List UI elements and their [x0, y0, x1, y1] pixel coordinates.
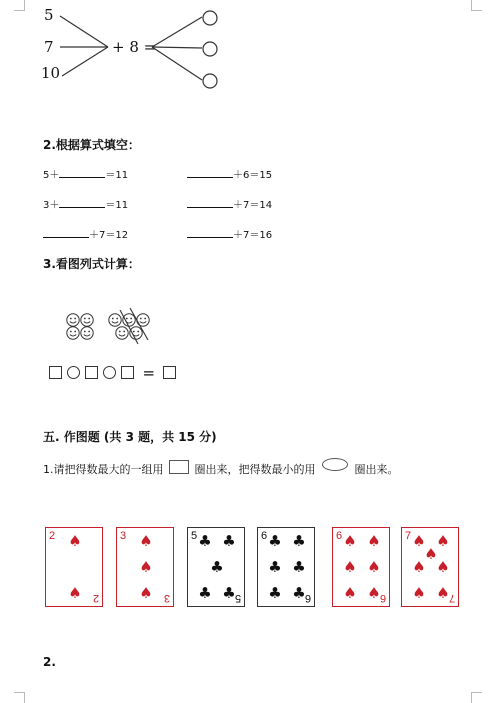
- answer-blank[interactable]: [43, 227, 89, 238]
- spade-suit-icon: ♠: [424, 545, 438, 563]
- playing-card[interactable]: [45, 527, 103, 607]
- card-rank: 5: [234, 592, 241, 604]
- answer-blank[interactable]: [59, 167, 105, 178]
- answer-blank[interactable]: [59, 197, 105, 208]
- operator-circle[interactable]: [67, 366, 80, 379]
- corner-mark-br: [471, 692, 482, 703]
- club-suit-icon: ♣: [222, 532, 236, 550]
- q3-title: 3.看图列式计算：: [43, 257, 140, 271]
- q2-row2-left: 3＋ ＝11: [43, 196, 128, 211]
- card-rank: 3: [120, 530, 127, 542]
- answer-blank[interactable]: [187, 197, 233, 208]
- q2-title: 2.根据算式填空：: [43, 138, 140, 152]
- club-suit-icon: ♣: [268, 558, 282, 576]
- answer-box[interactable]: [85, 366, 98, 379]
- corner-mark-bl: [14, 692, 25, 703]
- diagram-number-10: 10: [41, 64, 61, 82]
- club-suit-icon: ♣: [198, 584, 212, 602]
- answer-box[interactable]: [121, 366, 134, 379]
- section5-title: 五. 作图题 (共 3 题，共 15 分): [43, 430, 217, 444]
- operator-circle[interactable]: [103, 366, 116, 379]
- card-rank: 2: [92, 592, 99, 604]
- corner-mark-tr: [471, 0, 482, 11]
- smiley-faces-picture: [60, 306, 160, 346]
- spade-suit-icon: ♠: [343, 532, 357, 550]
- club-suit-icon: ♣: [198, 532, 212, 550]
- card-rank: 7: [448, 592, 455, 604]
- spade-suit-icon: ♠: [412, 532, 426, 550]
- spade-suit-icon: ♠: [68, 532, 82, 550]
- spade-suit-icon: ♠: [139, 532, 153, 550]
- card-rank: 3: [163, 592, 170, 604]
- spade-suit-icon: ♠: [343, 558, 357, 576]
- card-rank: 6: [304, 592, 311, 604]
- q2-row1-left: 5＋ ＝11: [43, 166, 128, 181]
- playing-card[interactable]: [401, 527, 459, 607]
- club-suit-icon: ♣: [210, 558, 224, 576]
- club-suit-icon: ♣: [222, 584, 236, 602]
- card-rank: 2: [49, 530, 56, 542]
- spade-suit-icon: ♠: [436, 558, 450, 576]
- spade-suit-icon: ♠: [68, 584, 82, 602]
- spade-suit-icon: ♠: [436, 584, 450, 602]
- club-suit-icon: ♣: [292, 532, 306, 550]
- spade-suit-icon: ♠: [436, 532, 450, 550]
- spade-suit-icon: ♠: [367, 532, 381, 550]
- answer-box[interactable]: [49, 366, 62, 379]
- diagram-operator: + 8 =: [112, 38, 157, 56]
- diagram-number-7: 7: [44, 38, 54, 56]
- playing-card[interactable]: [187, 527, 245, 607]
- equals-sign: =: [142, 363, 156, 382]
- q1-text-part-c: 圈出来。: [354, 463, 399, 476]
- q1-text-part-b: 圈出来，把得数最小的用: [194, 463, 316, 476]
- club-suit-icon: ♣: [292, 558, 306, 576]
- spade-suit-icon: ♠: [412, 558, 426, 576]
- oval-shape-icon: [322, 458, 348, 471]
- club-suit-icon: ♣: [292, 584, 306, 602]
- club-suit-icon: ♣: [268, 584, 282, 602]
- answer-box[interactable]: [163, 366, 176, 379]
- playing-card[interactable]: [257, 527, 315, 607]
- q2-row2-right: ＋7＝14: [187, 196, 272, 211]
- spade-suit-icon: ♠: [139, 584, 153, 602]
- q2-row3-right: ＋7＝16: [187, 226, 272, 241]
- playing-card[interactable]: [116, 527, 174, 607]
- spade-suit-icon: ♠: [367, 558, 381, 576]
- answer-blank[interactable]: [187, 167, 233, 178]
- q1-text-part-a: 1.请把得数最大的一组用: [43, 463, 164, 476]
- q3-equation-template: [49, 362, 176, 382]
- club-suit-icon: ♣: [268, 532, 282, 550]
- q2-row1-right: ＋6＝15: [187, 166, 272, 181]
- section5-q1-text: [43, 458, 399, 477]
- section5-q2-label: 2.: [43, 655, 56, 669]
- q2-row3-left: ＋7＝12: [43, 226, 128, 241]
- card-rank: 6: [261, 530, 268, 542]
- diagram-number-5: 5: [44, 6, 54, 24]
- spade-suit-icon: ♠: [139, 558, 153, 576]
- spade-suit-icon: ♠: [367, 584, 381, 602]
- card-rank: 7: [405, 530, 412, 542]
- card-rank: 5: [191, 530, 198, 542]
- playing-card[interactable]: [332, 527, 390, 607]
- card-rank: 6: [336, 530, 343, 542]
- answer-blank[interactable]: [187, 227, 233, 238]
- rectangle-shape-icon: [169, 460, 189, 474]
- spade-suit-icon: ♠: [412, 584, 426, 602]
- spade-suit-icon: ♠: [343, 584, 357, 602]
- card-rank: 6: [379, 592, 386, 604]
- diagram-answer-circles: [200, 8, 222, 92]
